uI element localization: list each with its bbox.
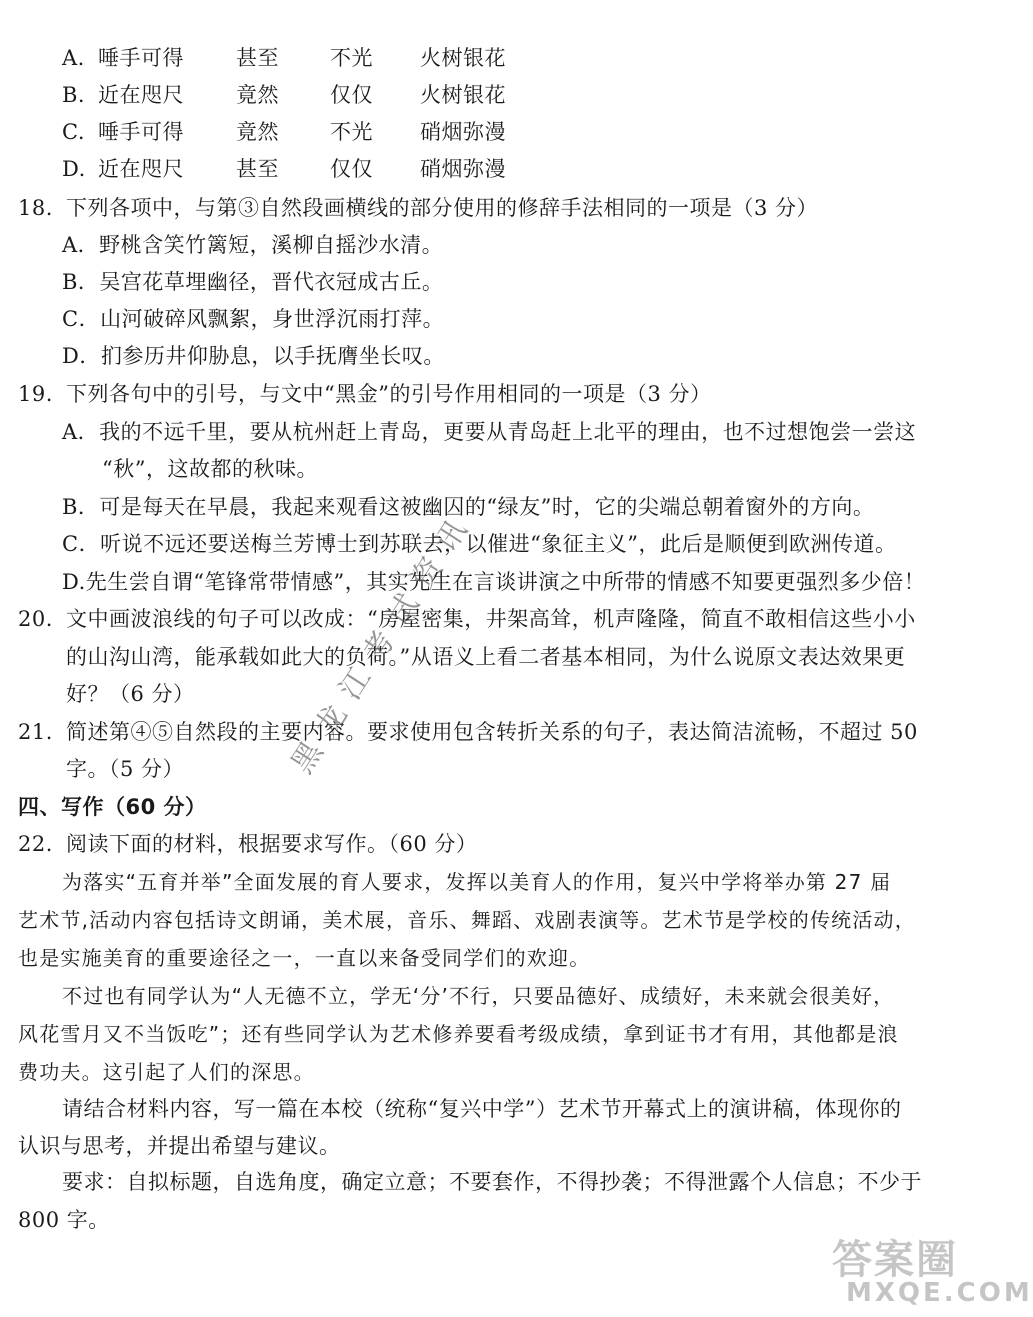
- q18-option-c: C．山河破碎风飘絮，身世浮沉雨打萍。: [62, 307, 445, 331]
- q17-option-letter: B.: [62, 83, 86, 107]
- q20-text-1: 文中画波浪线的句子可以改成：“房屋密集，井架高耸，机声隆隆，简直不敢相信这些小小: [66, 607, 916, 631]
- requirements-line1: 要求：自拟标题，自选角度，确定立意；不要套作，不得抄袭；不得泄露个人信息；不少于: [62, 1170, 922, 1194]
- q21-text-1: 简述第④⑤自然段的主要内容。要求使用包含转折关系的句子，表达简洁流畅，不超过 50: [66, 720, 918, 744]
- q17-option-cell: 竟然: [236, 120, 279, 144]
- q17-option-letter: D.: [62, 157, 86, 181]
- q18-option-b: B．吴宫花草埋幽径，晋代衣冠成古丘。: [62, 270, 444, 294]
- q17-option-cell: 唾手可得: [98, 46, 184, 70]
- q20-text-2: 的山沟山湾，能承载如此大的负荷。”从语义上看二者基本相同，为什么说原文表达效果更: [66, 645, 906, 669]
- q17-option-cell: 近在咫尺: [98, 157, 184, 181]
- q17-option-cell: 火树银花: [420, 83, 506, 107]
- q17-option-cell: 唾手可得: [98, 120, 184, 144]
- q17-option-cell: 不光: [330, 46, 373, 70]
- q17-option-cell: 硝烟弥漫: [420, 157, 506, 181]
- q21-number: 21.: [18, 720, 53, 744]
- material-p1-line1: 为落实“五育并举”全面发展的育人要求，发挥以美育人的作用，复兴中学将举办第 27 届: [62, 870, 892, 894]
- logo-bottom-text: MXQE.COM: [846, 1278, 1033, 1308]
- requirements-line2: 800 字。: [18, 1208, 110, 1232]
- q19-number: 19.: [18, 382, 53, 406]
- q19-option-d: D.先生尝自谓“笔锋常带情感”，其实先生在言谈讲演之中所带的情感不知要更强烈多少倍！: [62, 570, 926, 594]
- q19-option-a-line2: “秋”，这故都的秋味。: [102, 457, 318, 481]
- q20-number: 20.: [18, 607, 53, 631]
- material-p1-line2: 艺术节,活动内容包括诗文朗诵，美术展，音乐、舞蹈、戏剧表演等。艺术节是学校的传统活动，: [18, 908, 916, 932]
- q19-option-b: B．可是每天在早晨，我起来观看这被幽囚的“绿友”时，它的尖端总朝着窗外的方向。: [62, 495, 875, 519]
- q18-option-a: A．野桃含笑竹篱短，溪柳自摇沙水清。: [62, 233, 444, 257]
- q17-option-letter: C.: [62, 120, 85, 144]
- material-p1-line3: 也是实施美育的重要途径之一，一直以来备受同学们的欢迎。: [18, 946, 591, 970]
- site-logo: [812, 1228, 1033, 1313]
- q18-stem: 下列各项中，与第③自然段画横线的部分使用的修辞手法相同的一项是（3 分）: [66, 196, 819, 220]
- material-p2-line3: 费功夫。这引起了人们的深思。: [18, 1060, 315, 1084]
- prompt-line1: 请结合材料内容，写一篇在本校（统称“复兴中学”）艺术节开幕式上的演讲稿，体现你的: [62, 1097, 902, 1121]
- q17-option-cell: 硝烟弥漫: [420, 120, 506, 144]
- q17-option-cell: 仅仅: [330, 157, 373, 181]
- q17-option-cell: 甚至: [236, 46, 279, 70]
- q17-option-cell: 火树银花: [420, 46, 506, 70]
- q20-text-3: 好？（6 分）: [66, 682, 195, 706]
- q18-number: 18.: [18, 196, 53, 220]
- q22-number: 22.: [18, 832, 53, 856]
- q17-option-cell: 仅仅: [330, 83, 373, 107]
- q19-option-a-line1: A．我的不远千里，要从杭州赶上青岛，更要从青岛赶上北平的理由，也不过想饱尝一尝这: [62, 420, 917, 444]
- logo-top-text: 答案圈: [832, 1237, 958, 1283]
- q17-option-letter: A.: [62, 46, 85, 70]
- q22-stem: 阅读下面的材料，根据要求写作。（60 分）: [66, 832, 478, 856]
- q19-stem: 下列各句中的引号，与文中“黑金”的引号作用相同的一项是（3 分）: [66, 382, 712, 406]
- q17-option-cell: 近在咫尺: [98, 83, 184, 107]
- material-p2-line2: 风花雪月又不当饭吃”；还有些同学认为艺术修养要看考级成绩，拿到证书才有用，其他都是浪: [18, 1022, 899, 1046]
- q17-option-cell: 竟然: [236, 83, 279, 107]
- prompt-line2: 认识与思考，并提出希望与建议。: [18, 1134, 341, 1158]
- q17-option-cell: 不光: [330, 120, 373, 144]
- q21-text-2: 字。（5 分）: [66, 757, 185, 781]
- q17-option-cell: 甚至: [236, 157, 279, 181]
- q18-option-d: D．扪参历井仰胁息，以手抚膺坐长叹。: [62, 344, 445, 368]
- section-four-heading: 四、写作（60 分）: [18, 795, 207, 819]
- diagonal-watermark: 黑龙江考试资讯: [284, 502, 482, 780]
- q19-option-c: C．听说不远还要送梅兰芳博士到苏联去，以催进“象征主义”，此后是顺便到欧洲传道。: [62, 532, 897, 556]
- material-p2-line1: 不过也有同学认为“人无德不立，学无‘分’不行，只要品德好、成绩好，未来就会很美好，: [62, 984, 895, 1008]
